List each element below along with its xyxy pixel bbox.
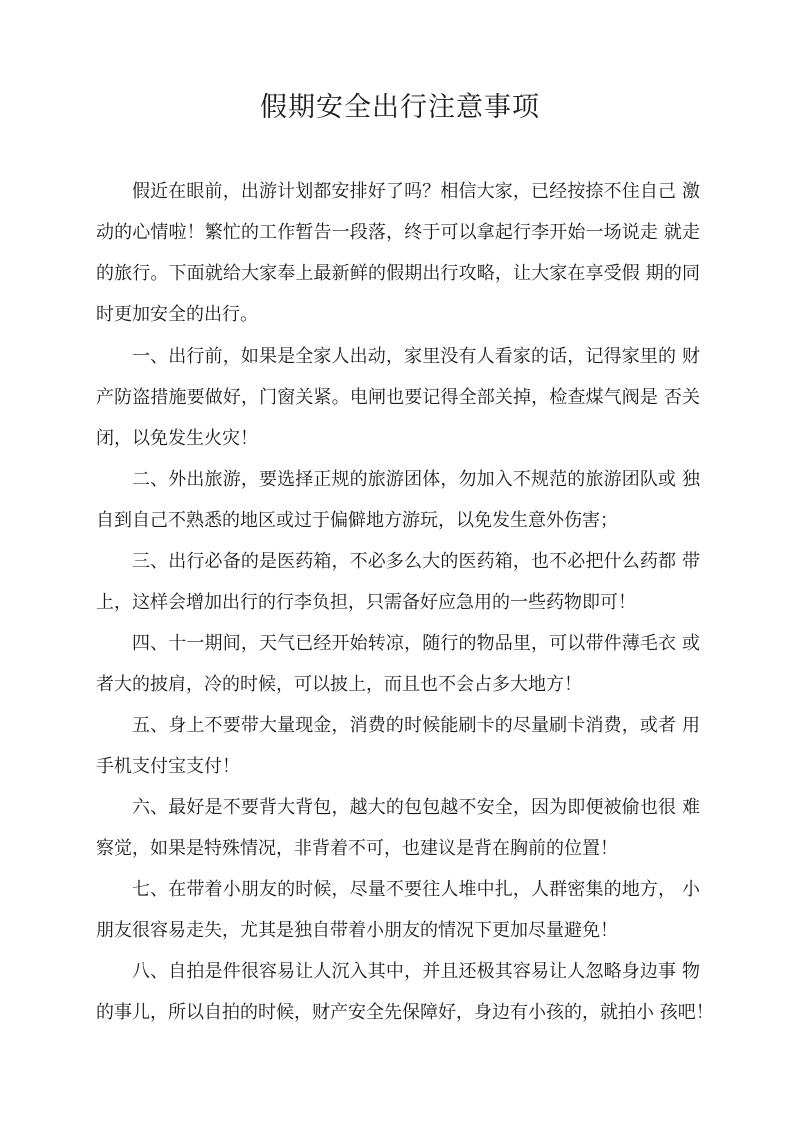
paragraph-item-7-line-1: 七、在带着小朋友的时候，尽量不要往人堆中扎，人群密集的地方， 小 [132, 879, 700, 900]
paragraph-item-3-line-2: 上，这样会增加出行的行李负担，只需备好应急用的一些药物即可！ [96, 592, 636, 613]
paragraph-item-6-line-1: 六、最好是不要背大背包，越大的包包越不安全，因为即便被偷也很 难 [132, 797, 700, 818]
paragraph-item-5-line-2: 手机支付宝支付！ [96, 756, 240, 777]
paragraph-item-4-line-1: 四、十一期间，天气已经开始转凉，随行的物品里，可以带件薄毛衣 或 [132, 633, 700, 654]
paragraph-item-5-line-1: 五、身上不要带大量现金，消费的时候能刷卡的尽量刷卡消费，或者 用 [132, 715, 700, 736]
paragraph-intro-line-4: 时更加安全的出行。 [96, 304, 258, 325]
paragraph-item-6-line-2: 察觉，如果是特殊情况，非背着不可，也建议是背在胸前的位置！ [96, 838, 618, 859]
paragraph-item-7-line-2: 朋友很容易走失，尤其是独自带着小朋友的情况下更加尽量避免！ [96, 920, 618, 941]
paragraph-item-3-line-1: 三、出行必备的是医药箱，不必多么大的医药箱，也不必把什么药都 带 [132, 551, 700, 572]
paragraph-item-8-line-2: 的事儿，所以自拍的时候，财产安全先保障好，身边有小孩的，就拍小 孩吧！ [96, 1002, 714, 1023]
paragraph-intro-line-1: 假近在眼前，出游计划都安排好了吗？相信大家，已经按捺不住自己 激 [132, 181, 700, 202]
paragraph-item-2-line-2: 自到自己不熟悉的地区或过于偏僻地方游玩，以免发生意外伤害； [96, 510, 618, 531]
page-title: 假期安全出行注意事项 [260, 92, 540, 123]
paragraph-item-1-line-3: 闭，以免发生火灾！ [96, 428, 258, 449]
paragraph-item-8-line-1: 八、自拍是件很容易让人沉入其中，并且还极其容易让人忽略身边事 物 [132, 961, 700, 982]
paragraph-intro-line-3: 的旅行。下面就给大家奉上最新鲜的假期出行攻略，让大家在享受假 期的同 [96, 263, 700, 284]
paragraph-item-1-line-2: 产防盗措施要做好，门窗关紧。电闸也要记得全部关掉，检查煤气阀是 否关 [96, 387, 700, 408]
paragraph-item-2-line-1: 二、外出旅游，要选择正规的旅游团体，勿加入不规范的旅游团队或 独 [132, 469, 700, 490]
paragraph-intro-line-2: 动的心情啦！繁忙的工作暂告一段落，终于可以拿起行李开始一场说走 就走 [96, 222, 700, 243]
paragraph-item-1-line-1: 一、出行前，如果是全家人出动，家里没有人看家的话，记得家里的 财 [132, 346, 700, 367]
paragraph-item-4-line-2: 者大的披肩，冷的时候，可以披上，而且也不会占多大地方！ [96, 674, 582, 695]
